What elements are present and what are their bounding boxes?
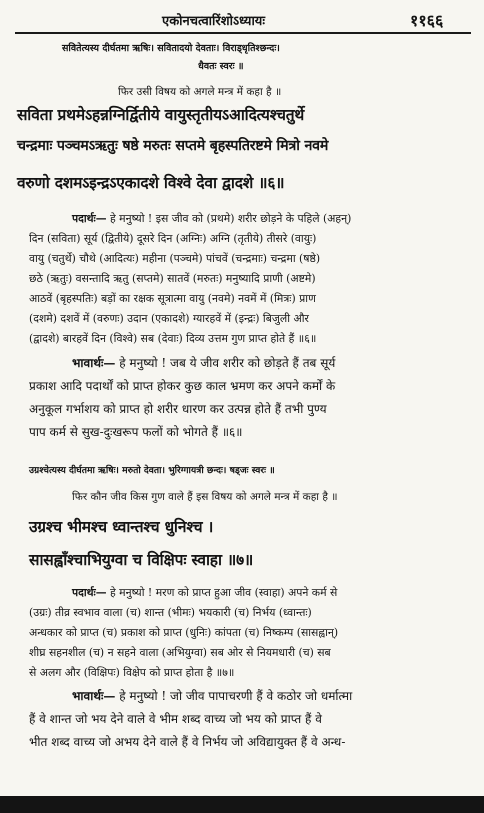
mantra-6-intro: फिर उसी विषय को अगले मन्त्र में कहा है ॥: [118, 86, 282, 98]
bhavartha-7-line-1: [72, 687, 352, 704]
padartha-7-line-1: [72, 585, 337, 600]
padartha-7-line-3: अन्धकार को प्राप्त (च) प्रकाश को प्राप्त (धुनिः) कांपता (च) निष्कम्प (सासह्वान्): [29, 626, 339, 639]
header-rule: [15, 32, 471, 34]
padartha-6-line-7: (द्वादशे) बारहवें दिन (विश्वे) सब (देवाः) दिव्य उत्तम गुण प्राप्त होते हैं ॥६॥: [29, 332, 317, 345]
mantra-7-meta-line: उग्रश्चेत्यस्य दीर्घतमा ऋषिः। मरुतो देवता। भुरिग्गायत्री छन्दः। षड्जः स्वरः ॥: [29, 465, 275, 476]
bhavartha-7-line-3: भीत शब्द वाच्य जो अभय देने वाले हैं वे निर्भय जो अविद्यायुक्त हैं वे अन्ध-: [29, 735, 346, 749]
scan-bottom-edge: [0, 796, 484, 813]
bhavartha-text: हे मनुष्यो ! जो जीव पापाचरणी हैं वे कठोर जो धर्मात्मा: [119, 689, 353, 703]
padartha-7-line-5: से अलग और (विक्षिपः) विक्षेप को प्राप्त होता है ॥७॥: [29, 666, 235, 679]
bhavartha-6-line-2: प्रकाश आदि पदार्थों को प्राप्त होकर कुछ काल भ्रमण कर अपने कर्मों के: [29, 379, 336, 393]
bhavartha-6-line-3: अनुकूल गर्भाशय को प्राप्त हो शरीर धारण कर उत्पन्न होते हैं तभी पुण्य: [29, 402, 327, 416]
padartha-7-line-4: शीघ्र सहनशील (च) न सहने वाला (अभियुग्वा) सब ओर से नियमधारी (च) सब: [29, 646, 331, 659]
mantra-6-meta-line-2: धैवतः स्वरः ॥: [198, 61, 244, 72]
padartha-text: हे मनुष्यो ! मरण को प्राप्त हुआ जीव (स्वाहा) अपने कर्म से: [109, 586, 338, 599]
bhavartha-7-line-2: हैं वे शान्त जो भय देने वाले वे भीम शब्द वाच्य जो भय को प्राप्त हैं वे: [29, 712, 322, 726]
mantra-7-line-1: उग्रश्च भीमश्च ध्वान्तश्च धुनिश्च ।: [29, 517, 214, 536]
mantra-7-intro: फिर कौन जीव किस गुण वाले हैं इस विषय को अगले मन्त्र में कहा है ॥: [72, 491, 338, 503]
page-number: ११६६: [410, 11, 444, 30]
bhavartha-label: भावार्थः—: [72, 356, 116, 370]
mantra-6-line-2: चन्द्रमाः पञ्चमऽऋतुः षष्ठे मरुतः सप्तमे बृहस्पतिरष्टमे मित्रो नवमे: [17, 138, 329, 154]
padartha-text: हे मनुष्यो ! इस जीव को (प्रथमे) शरीर छोड़ने के पहिले (अहन्): [109, 212, 352, 225]
running-header: एकोनचत्वारिंशोऽध्यायः: [162, 14, 265, 29]
mantra-7-line-2: सासह्वाँश्चाभियुग्वा च विक्षिपः स्वाहा ॥७॥: [29, 550, 254, 569]
mantra-6-line-3: वरुणो दशमऽइन्द्रऽएकादशे विश्वे देवा द्वादशे ॥६॥: [17, 173, 285, 192]
bhavartha-6-line-1: [72, 354, 335, 371]
padartha-6-line-6: (दशमे) दशवें में (वरुणः) उदान (एकादशे) ग्यारहवें में (इन्द्रः) बिजुली और: [29, 312, 309, 325]
padartha-6-line-5: आठवें (बृहस्पतिः) बड़ों का रक्षक सूत्रात्मा वायु (नवमे) नवमें में (मित्रः) प्राण: [29, 292, 316, 305]
padartha-label: पदार्थः—: [72, 212, 107, 225]
padartha-label: पदार्थः—: [72, 586, 107, 599]
mantra-6-meta-line-1: सवितेत्यस्य दीर्घतमा ऋषिः। सवितादयो देवताः। विराड्धृतिश्छन्दः।: [62, 43, 280, 54]
padartha-6-line-1: [72, 211, 351, 226]
bhavartha-label: भावार्थः—: [72, 689, 116, 703]
bhavartha-text: हे मनुष्यो ! जब ये जीव शरीर को छोड़ते हैं तब सूर्य: [119, 356, 336, 370]
padartha-6-line-3: वायु (चतुर्थे) चौथे (आदित्यः) महीना (पञ्चमे) पांचवें (चन्द्रमाः) चन्द्रमा (षष्ठे): [29, 252, 321, 265]
padartha-6-line-2: दिन (सविता) सूर्य (द्वितीये) दूसरे दिन (अग्निः) अग्नि (तृतीये) तीसरे (वायुः): [29, 232, 317, 245]
bhavartha-6-line-4: पाप कर्म से सुख-दुःखरूप फलों को भोगते हैं ॥६॥: [29, 425, 243, 439]
padartha-7-line-2: (उग्रः) तीव्र स्वभाव वाला (च) शान्त (भीमः) भयकारी (च) निर्भय (ध्वान्तः): [29, 606, 312, 619]
padartha-6-line-4: छठे (ऋतुः) वसन्तादि ऋतु (सप्तमे) सातवें (मरुतः) मनुष्यादि प्राणी (अष्टमे): [29, 272, 316, 285]
mantra-6-line-1: सविता प्रथमेऽहन्नग्निर्द्वितीये वायुस्तृतीयऽआदित्यश्चतुर्थे: [17, 105, 305, 124]
